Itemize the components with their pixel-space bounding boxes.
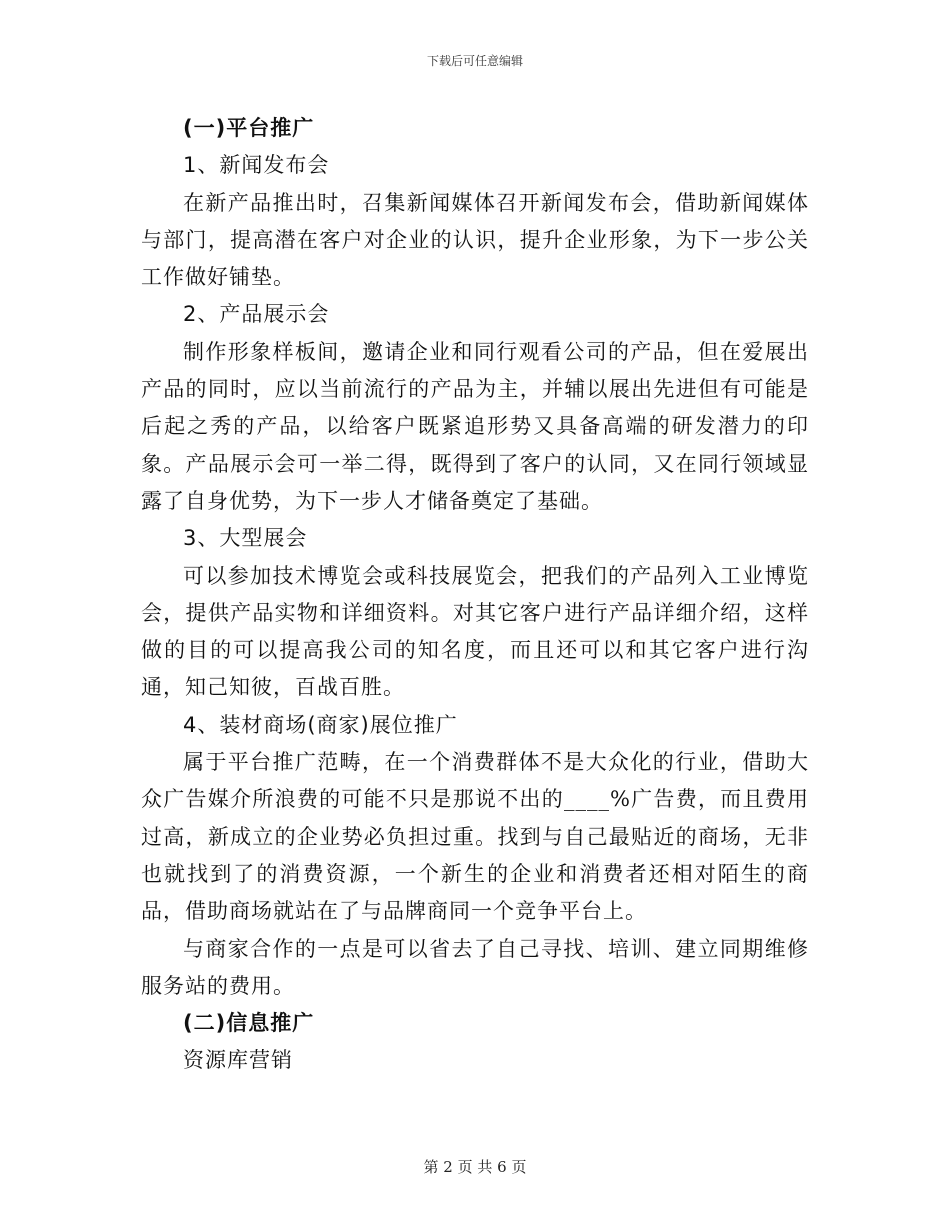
subheading-resource-marketing: 资源库营销 <box>183 1048 293 1073</box>
section-heading-information: (二)信息推广 <box>183 1011 315 1036</box>
paragraph-product-show: 制作形象样板间，邀请企业和同行观看公司的产品，但在爱展出产品的同时，应以当前流行的产品为主，并辅以展出先进但有可能是后起之秀的产品，以给客户既紧追形势又具备高端的研发潜力的印象。产品展示会可一举二得，既得到了客户的认同，又在同行领域显露了自身优势，为下一步人才储备奠定了基础。 <box>141 339 809 513</box>
paragraph-mall-booth: 属于平台推广范畴，在一个消费群体不是大众化的行业，借助大众广告媒介所浪费的可能不只是那说不出的____%广告费，而且费用过高，新成立的企业势必负担过重。找到与自己最贴近的商场，无非也就找到了的消费资源，一个新生的企业和消费者还相对陌生的商品，借助商场就站在了与品牌商同一个竞争平台上。 <box>141 750 809 924</box>
page-header-note: 下载后可任意编辑 <box>426 54 523 68</box>
paragraph-merchant-cooperation: 与商家合作的一点是可以省去了自己寻找、培训、建立同期维修服务站的费用。 <box>141 936 809 998</box>
paragraph-press-conference: 在新产品推出时，召集新闻媒体召开新闻发布会，借助新闻媒体与部门，提高潜在客户对企业的认识，提升企业形象，为下一步公关工作做好铺垫。 <box>141 190 809 290</box>
document-body <box>141 110 809 1080</box>
page-number-footer: 第 2 页 共 6 页 <box>423 1158 527 1176</box>
subheading-product-show: 2、产品展示会 <box>183 302 330 327</box>
subheading-press-conference: 1、新闻发布会 <box>183 153 330 178</box>
paragraph-large-exhibition: 可以参加技术博览会或科技展览会，把我们的产品列入工业博览会，提供产品实物和详细资料。对其它客户进行产品详细介绍，这样做的目的可以提高我公司的知名度，而且还可以和其它客户进行沟通，知己知彼，百战百胜。 <box>141 563 809 700</box>
subheading-mall-booth: 4、装材商场(商家)展位推广 <box>183 712 458 737</box>
subheading-large-exhibition: 3、大型展会 <box>183 526 308 551</box>
section-heading-platform: (一)平台推广 <box>183 116 315 140</box>
